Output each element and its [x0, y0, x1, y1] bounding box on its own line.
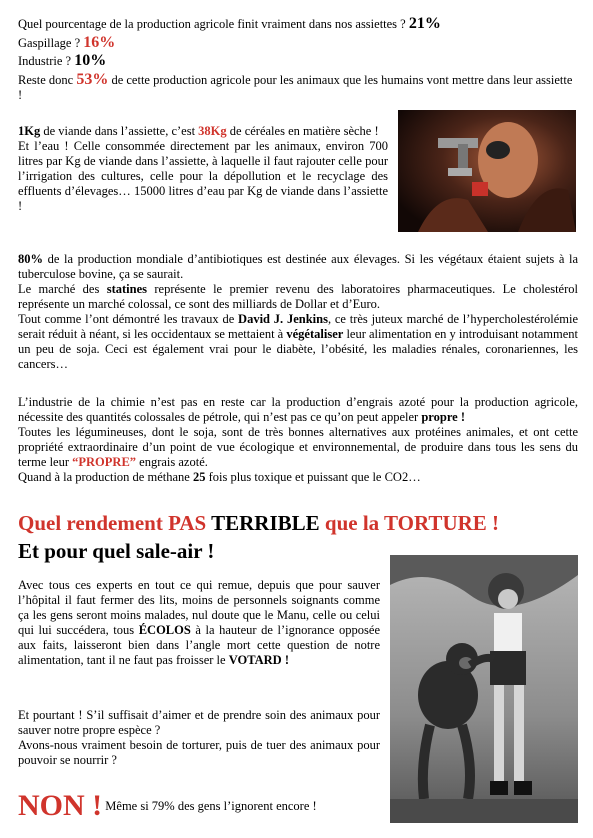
section-heading-2: [18, 538, 214, 564]
jenkins-name: David J. Jenkins: [238, 312, 328, 326]
heading-part-a: Quel rendement: [18, 511, 163, 535]
antibio-text-3a: Tout comme l’ont démontré les travaux de: [18, 312, 235, 326]
closing-non-line: [18, 788, 388, 823]
experts-text-2: à la hauteur de l’ignorance opposée aux faits, laisseront bien dans l’angle mort cette question de notre alimentation, tant il ne faut pas froisser le: [18, 623, 380, 667]
propre-term: propre !: [421, 410, 465, 424]
gaspillage-label: Gaspillage ?: [18, 36, 81, 50]
antibio-text-2b: représente le premier revenu des laboratoires pharmaceutiques. Le cholestérol représente un marché colossal, ce sont des milliards de Dollar et d’Euro.: [18, 282, 578, 311]
reste-text: de cette production agricole pour les animaux que les humains vont mettre dans leur assiette !: [18, 73, 573, 102]
chimie-text-3: engrais azoté.: [139, 455, 208, 469]
antibio-pct: 80%: [18, 252, 43, 266]
industrie-value: 10%: [74, 52, 107, 69]
experts-paragraph: [18, 578, 380, 668]
intro-question-text: Quel pourcentage de la production agricole finit vraiment dans nos assiettes ?: [18, 17, 406, 31]
votard-term: VOTARD !: [228, 653, 289, 667]
chimie-text-4b: fois plus toxique et puissant que le CO2…: [208, 470, 421, 484]
industrie-label: Industrie ?: [18, 54, 72, 68]
heading-part-c: TERRIBLE: [211, 511, 320, 535]
heading-part-d: que la: [324, 511, 380, 535]
antibio-paragraph: [18, 252, 578, 372]
chimie-paragraph: [18, 395, 578, 485]
ecolos-term: ÉCOLOS: [138, 623, 191, 637]
chimie-text-4a: Quand à la production de méthane: [18, 470, 190, 484]
chimie-text-2: Toutes les légumineuses, dont le soja, sont de très bonnes alternatives aux protéines animales, et ont cette propriété extraordinaire d’un point de vue écologique et environnemental, de produire dans tous les sens du terme leur: [18, 425, 578, 469]
viande-paragraph: [18, 124, 388, 214]
intro-reste: [18, 72, 578, 103]
vegetaliser-term: végétaliser: [286, 327, 344, 341]
heading-part-b: PAS: [168, 511, 207, 535]
non-exclamation: NON !: [18, 789, 103, 823]
reste-label: Reste donc: [18, 73, 74, 87]
closing-text-3: Même si 79% des gens l’ignorent encore !: [105, 799, 317, 814]
intro-gaspillage: [18, 35, 115, 51]
closing-paragraph: [18, 708, 380, 768]
faucet-illustration-image: [398, 110, 576, 232]
viande-text-2: de céréales en matière sèche !: [229, 124, 379, 138]
statines-term: statines: [106, 282, 147, 296]
chimie-text-1: L’industrie de la chimie n’est pas en reste car la production d’engrais azoté pour la production agricole, nécessite des quantités colossales de pétrole, qui n’est pas ce qu’on peut appeler: [18, 395, 578, 424]
methane-factor: 25: [192, 470, 206, 484]
reste-value: 53%: [76, 71, 109, 88]
closing-text-2: Avons-nous vraiment besoin de torturer, puis de tuer des animaux pour pouvoir se nourrir ?: [18, 738, 380, 767]
antibio-text-3c: leur alimentation en y introduisant notamment un peu de soja. Ceci est également vrai pour le diabète, l’obésité, les maladies rénales, coronariennes, les cancers…: [18, 327, 579, 371]
antibio-text-2a: Le marché des: [18, 282, 100, 296]
intro-industrie: [18, 53, 106, 69]
propre-quoted: “PROPRE”: [72, 455, 137, 469]
intro-question: [18, 16, 578, 32]
gaspillage-value: 16%: [83, 34, 116, 51]
intro-question-value: 21%: [408, 15, 441, 32]
heading-2-text: Et pour quel sale-air !: [18, 539, 215, 563]
woman-chimpanzee-photo: [390, 555, 578, 823]
antibio-text-3b: , ce très juteux marché de l’hypercholestérolémie serait réduit à néant, si les occidentaux se mettaient à: [18, 312, 579, 341]
viande-text-1: de viande dans l’assiette, c’est: [43, 124, 196, 138]
heading-part-e: TORTURE !: [384, 511, 500, 535]
viande-eau-text: Et l’eau ! Celle consommée directement par les animaux, environ 700 litres par Kg de viande dans l’assiette, à laquelle il faut rajouter celle pour l’irrigation des cultures, celle pour la dépollution et le recyclage des effluents d’élevages… 15000 litres d’eau par Kg de viande dans l’assiette !: [18, 139, 388, 213]
viande-1kg: 1Kg: [18, 124, 41, 138]
closing-text-1: Et pourtant ! S’il suffisait d’aimer et de prendre soin des animaux pour sauver notre propre espèce ?: [18, 708, 380, 737]
viande-38kg: 38Kg: [198, 124, 227, 138]
antibio-text-1: de la production mondiale d’antibiotiques est destinée aux élevages. Si les végétaux étaient sujets à la tuberculose bovine, ça se saurait.: [18, 252, 578, 281]
experts-text-1: Avec tous ces experts en tout ce qui remue, depuis que pour sauver l’hôpital il faut fermer des lits, moins de personnels soignants comme ça les gens seront moins malades, nul doute que le Manu, celle ou celui qui lui succédera, tous: [18, 578, 380, 637]
section-heading-1: [18, 510, 588, 536]
